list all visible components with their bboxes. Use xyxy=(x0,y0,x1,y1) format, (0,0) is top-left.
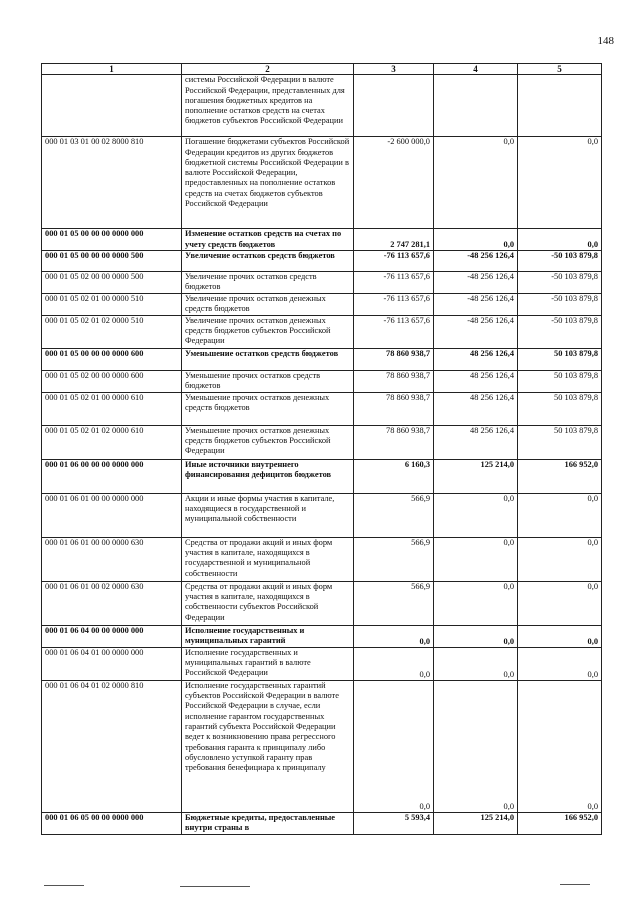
table-body xyxy=(42,75,602,835)
value-col3-cell: 566,9 xyxy=(354,493,434,537)
value-col4-cell xyxy=(434,75,518,137)
value-col3-cell: 566,9 xyxy=(354,537,434,581)
value-col3-cell: -76 113 657,6 xyxy=(354,293,434,315)
value-col5-cell: -50 103 879,8 xyxy=(518,293,602,315)
code-cell: 000 01 05 02 00 00 0000 600 xyxy=(42,370,182,392)
table-row xyxy=(42,625,602,647)
code-cell: 000 01 05 00 00 00 0000 600 xyxy=(42,348,182,370)
scan-artifact xyxy=(44,885,84,886)
name-cell: Уменьшение остатков средств бюджетов xyxy=(182,348,354,370)
table-row xyxy=(42,137,602,229)
value-col5-cell: -50 103 879,8 xyxy=(518,315,602,348)
table-row xyxy=(42,425,602,459)
code-cell: 000 01 06 05 00 00 0000 000 xyxy=(42,812,182,834)
table-row xyxy=(42,537,602,581)
value-col5-cell: 50 103 879,8 xyxy=(518,370,602,392)
budget-sources-table xyxy=(41,63,602,835)
table-row xyxy=(42,459,602,493)
column-header: 5 xyxy=(518,64,602,75)
value-col4-cell: 0,0 xyxy=(434,647,518,680)
value-col5-cell: 0,0 xyxy=(518,137,602,229)
value-col5-cell: 166 952,0 xyxy=(518,812,602,834)
table-header-row xyxy=(42,64,602,75)
table-row xyxy=(42,250,602,271)
value-col4-cell: 0,0 xyxy=(434,493,518,537)
code-cell: 000 01 06 04 01 00 0000 000 xyxy=(42,647,182,680)
name-cell: Уменьшение прочих остатков денежных средств бюджетов xyxy=(182,392,354,425)
name-cell: Погашение бюджетами субъектов Российской Федерации кредитов из других бюджетов бюджетной системы Российской Федерации в валюте Российской Федерации, предоставленных на пополнение остатков средств на счетах бюджетов субъектов Российской Федерации xyxy=(182,137,354,229)
column-header: 4 xyxy=(434,64,518,75)
column-header: 3 xyxy=(354,64,434,75)
name-cell: Увеличение прочих остатков денежных средств бюджетов xyxy=(182,293,354,315)
name-cell: Акции и иные формы участия в капитале, находящиеся в государственной и муниципальной собственности xyxy=(182,493,354,537)
code-cell: 000 01 05 02 01 00 0000 510 xyxy=(42,293,182,315)
value-col3-cell: 78 860 938,7 xyxy=(354,392,434,425)
value-col4-cell: -48 256 126,4 xyxy=(434,250,518,271)
scan-artifact xyxy=(180,886,250,887)
table-row xyxy=(42,348,602,370)
code-cell: 000 01 05 02 01 02 0000 610 xyxy=(42,425,182,459)
value-col4-cell: 48 256 126,4 xyxy=(434,425,518,459)
value-col4-cell: 0,0 xyxy=(434,581,518,625)
page-number: 148 xyxy=(597,35,614,47)
code-cell: 000 01 05 02 01 00 0000 610 xyxy=(42,392,182,425)
value-col4-cell: 125 214,0 xyxy=(434,459,518,493)
value-col3-cell: 78 860 938,7 xyxy=(354,370,434,392)
code-cell: 000 01 06 00 00 00 0000 000 xyxy=(42,459,182,493)
value-col5-cell: -50 103 879,8 xyxy=(518,250,602,271)
code-cell: 000 01 05 00 00 00 0000 500 xyxy=(42,250,182,271)
name-cell: Исполнение государственных и муниципальных гарантий xyxy=(182,625,354,647)
value-col3-cell: 0,0 xyxy=(354,647,434,680)
code-cell: 000 01 05 02 01 02 0000 510 xyxy=(42,315,182,348)
table-row xyxy=(42,493,602,537)
table-row xyxy=(42,315,602,348)
scan-artifact xyxy=(560,884,590,885)
value-col4-cell: 125 214,0 xyxy=(434,812,518,834)
value-col3-cell: -76 113 657,6 xyxy=(354,271,434,293)
value-col3-cell xyxy=(354,75,434,137)
name-cell: Изменение остатков средств на счетах по учету средств бюджетов xyxy=(182,229,354,251)
value-col3-cell: -76 113 657,6 xyxy=(354,250,434,271)
value-col4-cell: 48 256 126,4 xyxy=(434,348,518,370)
code-cell: 000 01 05 00 00 00 0000 000 xyxy=(42,229,182,251)
value-col4-cell: 0,0 xyxy=(434,137,518,229)
value-col5-cell: 0,0 xyxy=(518,647,602,680)
table-row xyxy=(42,293,602,315)
value-col4-cell: 48 256 126,4 xyxy=(434,392,518,425)
table-row xyxy=(42,271,602,293)
value-col3-cell: 6 160,3 xyxy=(354,459,434,493)
name-cell: системы Российской Федерации в валюте Российской Федерации, представленных для погашения бюджетных кредитов на пополнение остатков средств на счетах бюджетов субъектов Российской Федерации xyxy=(182,75,354,137)
name-cell: Исполнение государственных гарантий субъектов Российской Федерации в валюте Российской Федерации в случае, если исполнение гарантом государственных гарантий субъекта Российской Федерации ведет к возникновению права регрессного требования гаранта к принципалу либо обусловлено уступкой гаранту прав требования бенефициара к принципалу xyxy=(182,680,354,812)
value-col5-cell xyxy=(518,75,602,137)
table-row xyxy=(42,647,602,680)
value-col5-cell: 0,0 xyxy=(518,537,602,581)
code-cell: 000 01 06 04 00 00 0000 000 xyxy=(42,625,182,647)
value-col3-cell: 2 747 281,1 xyxy=(354,229,434,251)
name-cell: Средства от продажи акций и иных форм участия в капитале, находящихся в собственности субъектов Российской Федерации xyxy=(182,581,354,625)
value-col4-cell: 0,0 xyxy=(434,625,518,647)
table-row xyxy=(42,581,602,625)
code-cell xyxy=(42,75,182,137)
name-cell: Уменьшение прочих остатков денежных средств бюджетов субъектов Российской Федерации xyxy=(182,425,354,459)
value-col3-cell: 566,9 xyxy=(354,581,434,625)
value-col5-cell: 0,0 xyxy=(518,229,602,251)
value-col4-cell: -48 256 126,4 xyxy=(434,315,518,348)
code-cell: 000 01 05 02 00 00 0000 500 xyxy=(42,271,182,293)
code-cell: 000 01 06 01 00 00 0000 630 xyxy=(42,537,182,581)
name-cell: Иные источники внутреннего финансирования дефицитов бюджетов xyxy=(182,459,354,493)
table-row xyxy=(42,370,602,392)
value-col4-cell: 0,0 xyxy=(434,537,518,581)
value-col5-cell: 0,0 xyxy=(518,625,602,647)
value-col5-cell: 166 952,0 xyxy=(518,459,602,493)
value-col5-cell: 0,0 xyxy=(518,581,602,625)
value-col5-cell: 50 103 879,8 xyxy=(518,392,602,425)
value-col5-cell: 50 103 879,8 xyxy=(518,425,602,459)
table-row xyxy=(42,392,602,425)
value-col4-cell: 0,0 xyxy=(434,680,518,812)
value-col3-cell: 5 593,4 xyxy=(354,812,434,834)
name-cell: Исполнение государственных и муниципальных гарантий в валюте Российской Федерации xyxy=(182,647,354,680)
value-col4-cell: 0,0 xyxy=(434,229,518,251)
name-cell: Средства от продажи акций и иных форм участия в капитале, находящихся в государственной и муниципальной собственности xyxy=(182,537,354,581)
value-col4-cell: -48 256 126,4 xyxy=(434,271,518,293)
value-col3-cell: -76 113 657,6 xyxy=(354,315,434,348)
name-cell: Увеличение остатков средств бюджетов xyxy=(182,250,354,271)
value-col4-cell: 48 256 126,4 xyxy=(434,370,518,392)
value-col3-cell: 0,0 xyxy=(354,680,434,812)
table-row xyxy=(42,229,602,251)
name-cell: Увеличение прочих остатков средств бюджетов xyxy=(182,271,354,293)
name-cell: Уменьшение прочих остатков средств бюджетов xyxy=(182,370,354,392)
value-col5-cell: -50 103 879,8 xyxy=(518,271,602,293)
code-cell: 000 01 06 01 00 00 0000 000 xyxy=(42,493,182,537)
value-col3-cell: 0,0 xyxy=(354,625,434,647)
column-header: 1 xyxy=(42,64,182,75)
table-row xyxy=(42,680,602,812)
value-col5-cell: 0,0 xyxy=(518,680,602,812)
code-cell: 000 01 06 01 00 02 0000 630 xyxy=(42,581,182,625)
name-cell: Увеличение прочих остатков денежных средств бюджетов субъектов Российской Федерации xyxy=(182,315,354,348)
column-header: 2 xyxy=(182,64,354,75)
value-col5-cell: 0,0 xyxy=(518,493,602,537)
code-cell: 000 01 06 04 01 02 0000 810 xyxy=(42,680,182,812)
value-col3-cell: 78 860 938,7 xyxy=(354,348,434,370)
table-row xyxy=(42,75,602,137)
value-col3-cell: 78 860 938,7 xyxy=(354,425,434,459)
value-col4-cell: -48 256 126,4 xyxy=(434,293,518,315)
name-cell: Бюджетные кредиты, предоставленные внутри страны в xyxy=(182,812,354,834)
value-col3-cell: -2 600 000,0 xyxy=(354,137,434,229)
code-cell: 000 01 03 01 00 02 8000 810 xyxy=(42,137,182,229)
table-row xyxy=(42,812,602,834)
value-col5-cell: 50 103 879,8 xyxy=(518,348,602,370)
